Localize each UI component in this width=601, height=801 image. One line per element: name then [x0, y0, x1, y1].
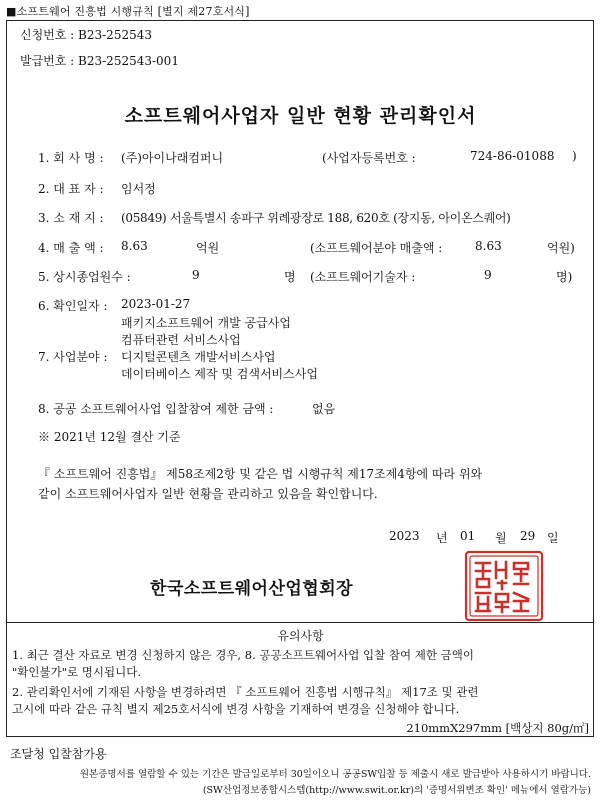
notice-line-4: 고시에 따라 같은 규칙 별지 제25호서식에 변경 사항을 기재하여 변경을 신청해야 합니다. [12, 702, 460, 716]
field-label: 7. 사업분야 : [38, 350, 108, 364]
statement-line-1: 『 소프트웨어 진흥법』 제58조제2항 및 같은 법 시행규칙 제17조제4항에 따라 위와 [38, 467, 483, 481]
confirm-date-value: 2023-01-27 [121, 297, 191, 311]
business-field-2: 컴퓨터관련 서비스사업 [121, 333, 241, 347]
issuer-name: 한국소프트웨어산업협회장 [150, 579, 354, 599]
notice-heading: 유의사항 [277, 629, 324, 643]
confirm-date-label: 6. 확인일자 : [38, 299, 108, 313]
date-day: 29 [520, 529, 536, 543]
sw-sales-unit: 억원) [547, 241, 575, 255]
sales-value: 8.63 [121, 239, 148, 253]
bid-limit-value: 없음 [312, 402, 336, 416]
purpose-label: 조달청 입찰참가용 [10, 747, 107, 761]
sales-label: 4. 매 출 액 : [38, 241, 104, 255]
company-label: 1. 회 사 명 : [38, 151, 104, 165]
biz-reg-close: ) [572, 149, 577, 163]
bid-limit-label: 8. 공공 소프트웨어사업 입찰참여 제한 금액 : [38, 402, 274, 416]
notice-line-3: 2. 관리확인서에 기재된 사항을 변경하려면 『 소프트웨어 진흥법 시행규칙』 제17조 및 관련 [12, 685, 479, 699]
sw-tech-unit: 명) [556, 270, 573, 284]
sales-unit: 억원 [196, 241, 220, 255]
employees-unit: 명 [284, 270, 296, 284]
statement-line-2: 같이 소프트웨어사업자 일반 현황을 관리하고 있음을 확인합니다. [38, 487, 378, 501]
date-day-unit: 일 [547, 531, 559, 545]
company-value: (주)아이나래컴퍼니 [121, 151, 224, 165]
ceo-value: 임서정 [121, 182, 156, 196]
sw-tech-value: 9 [484, 268, 492, 282]
basis-note: ※ 2021년 12월 결산 기준 [38, 430, 181, 444]
employees-label: 5. 상시종업원수 : [38, 270, 131, 284]
document-title: 소프트웨어사업자 일반 현황 관리확인서 [124, 105, 477, 127]
business-field-4: 데이터베이스 제작 및 검색서비스사업 [121, 367, 318, 381]
address-value: (05849) 서울특별시 송파구 위례광장로 188, 620호 (장지동, 아이온스퀘어) [121, 211, 511, 225]
address-label: 3. 소 재 지 : [38, 211, 104, 225]
business-field-3: 디지털콘텐츠 개발서비스사업 [121, 350, 276, 364]
paper-size: 210mmX297mm [백상지 80g/㎡] [406, 721, 589, 735]
form-label: ■소프트웨어 진흥법 시행규칙 [별지 제27호서식] [6, 5, 250, 18]
application-number: 신청번호 : B23-252543 [20, 28, 152, 42]
biz-reg-value: 724-86-01088 [470, 149, 555, 163]
notice-line-2: "확인불가"로 명시됩니다. [12, 665, 141, 679]
sw-sales-label: (소프트웨어분야 매출액 : [310, 241, 443, 255]
date-year-unit: 년 [436, 531, 448, 545]
footer-note-2: (SW산업정보종합시스템(http://www.swit.or.kr)의 '증명서위변조 확인' 메뉴에서 열람가능) [202, 785, 591, 796]
biz-reg-label: (사업자등록번호 : [322, 151, 416, 165]
employees-value: 9 [192, 268, 200, 282]
issue-number: 발급번호 : B23-252543-001 [20, 54, 179, 68]
date-month-unit: 월 [495, 531, 507, 545]
date-year: 2023 [389, 529, 420, 543]
business-field-1: 패키지소프트웨어 개발 공급사업 [121, 316, 291, 330]
sw-tech-label: (소프트웨어기술자 : [310, 270, 416, 284]
footer-note-1: 원본증명서를 열람할 수 있는 기간은 발급일로부터 30일이오니 공공SW입찰 등 제출시 새로 발급받아 사용하시기 바랍니다. [79, 769, 591, 780]
sw-sales-value: 8.63 [475, 239, 502, 253]
notice-line-1: 1. 최근 결산 자료로 변경 신청하지 않은 경우, 8. 공공소프트웨어사업 입찰 참여 제한 금액이 [12, 648, 474, 662]
official-seal-stamp [463, 549, 545, 623]
date-month: 01 [460, 529, 476, 543]
ceo-label: 2. 대 표 자 : [38, 182, 104, 196]
